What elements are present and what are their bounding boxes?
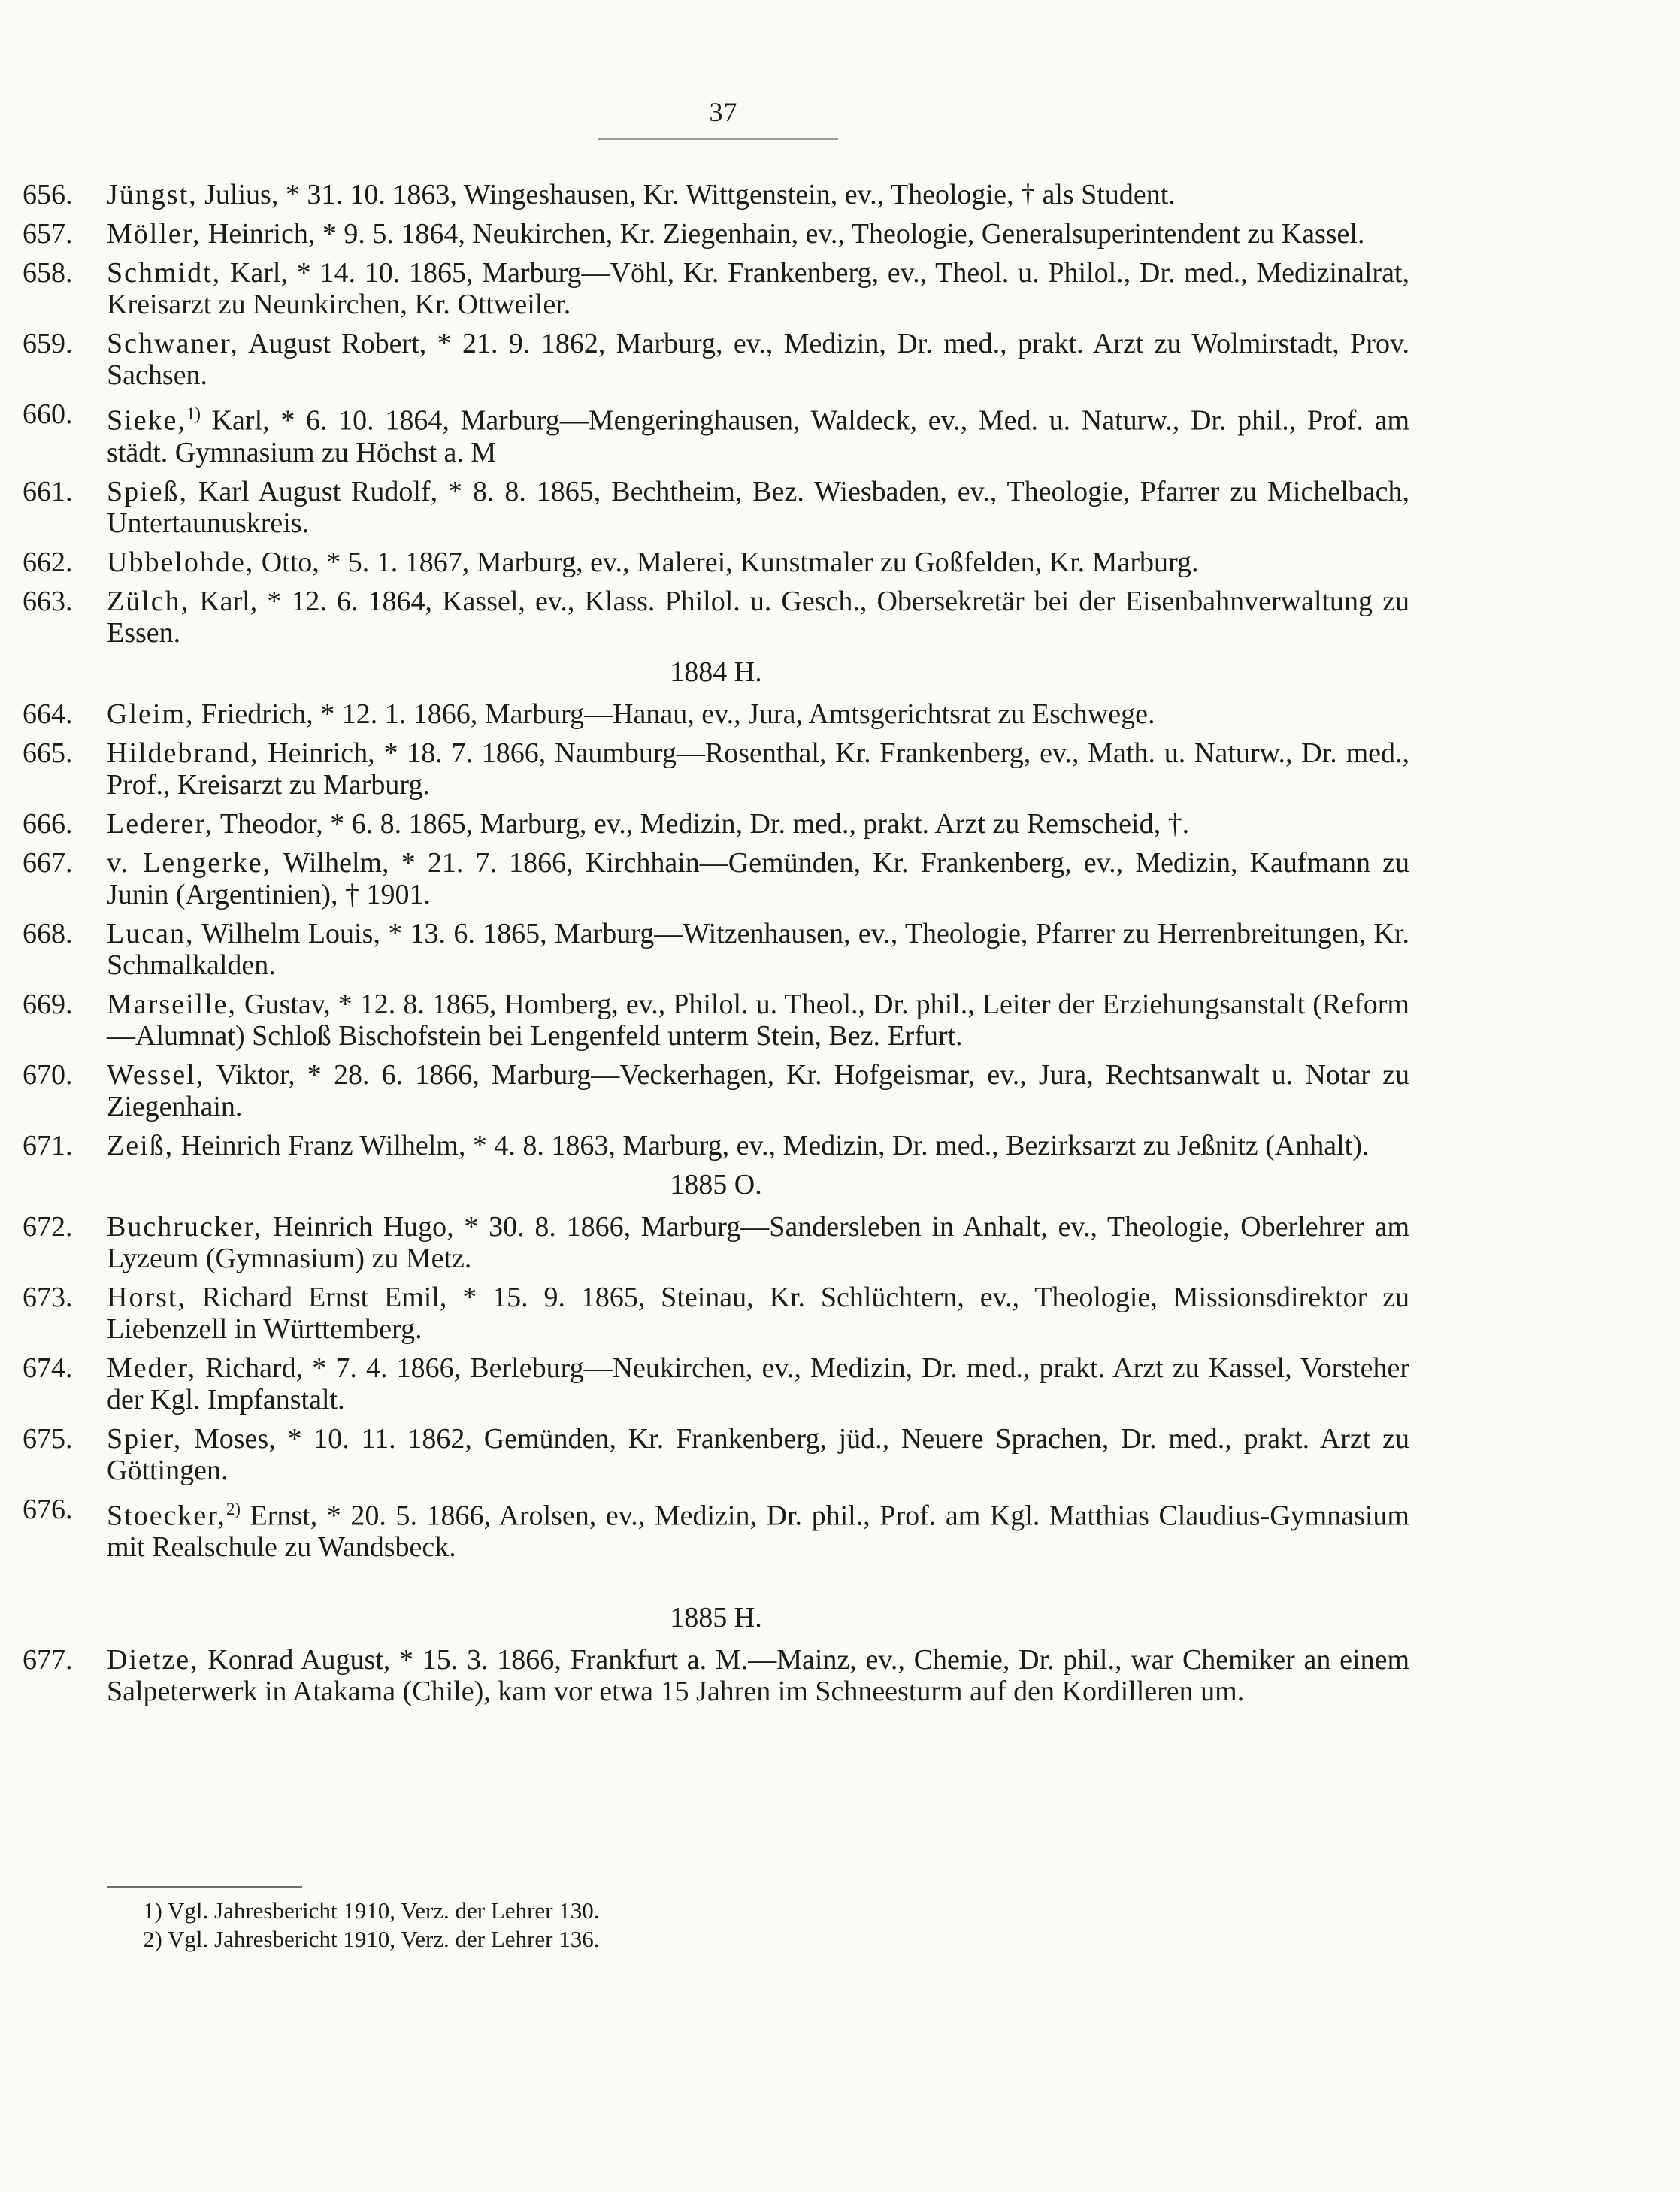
entry-number: 673. — [23, 1281, 73, 1313]
entry-number: 669. — [23, 988, 73, 1020]
entry-surname: Jüngst, — [107, 179, 198, 210]
register-entry — [23, 257, 1409, 320]
register-entry — [23, 847, 1409, 910]
register-entry — [23, 1211, 1409, 1274]
entry-surname: Spieß, — [107, 475, 189, 507]
entry-surname: Spier, — [107, 1422, 183, 1455]
entry-number: 662. — [23, 546, 73, 578]
entry-surname: Schmidt, — [107, 257, 222, 289]
footnotes — [143, 1897, 599, 1954]
register-entry — [23, 179, 1409, 210]
register-entry — [23, 586, 1409, 649]
register-entry — [23, 218, 1409, 250]
entry-surname: Dietze, — [107, 1644, 199, 1676]
entry-details: Ernst, * 20. 5. 1866, Arolsen, ev., Medizin, Dr. phil., Prof. am Kgl. Matthias Claudius-Gymnasium mit Realschule zu Wandsbeck. — [107, 1500, 1409, 1564]
entry-surname: Zülch, — [107, 585, 190, 617]
entry-surname: Meder, — [107, 1352, 197, 1384]
entry-number: 666. — [23, 807, 73, 840]
entry-number: 675. — [23, 1422, 73, 1455]
footnote-rule — [107, 1886, 302, 1888]
entry-details: Moses, * 10. 11. 1862, Gemünden, Kr. Frankenberg, jüd., Neuere Sprachen, Dr. med., prakt. Arzt zu Göttingen. — [107, 1422, 1409, 1486]
entry-details: August Robert, * 21. 9. 1862, Marburg, ev., Medizin, Dr. med., prakt. Arzt zu Wolmirstadt, Prov. Sachsen. — [107, 328, 1409, 391]
entry-surname: Horst, — [107, 1281, 186, 1313]
entry-surname: Ubbelohde, — [107, 546, 255, 578]
entry-number: 661. — [23, 475, 73, 507]
entry-details: Wilhelm, * 21. 7. 1866, Kirchhain—Gemünden, Kr. Frankenberg, ev., Medizin, Kaufmann zu Junin (Argentinien), † 1901. — [107, 846, 1410, 910]
register-entry — [23, 398, 1409, 468]
footnote: 2) Vgl. Jahresbericht 1910, Verz. der Lehrer 136. — [143, 1926, 600, 1952]
entry-surname: v. Lengerke, — [107, 846, 272, 879]
entry-details: Richard Ernst Emil, * 15. 9. 1865, Steinau, Kr. Schlüchtern, ev., Theologie, Missionsdirektor zu Liebenzell in Württemberg. — [107, 1281, 1409, 1345]
entry-surname: Schwaner, — [107, 328, 239, 359]
register-entry — [23, 1644, 1409, 1707]
register-entry — [23, 698, 1409, 730]
entry-details: Wilhelm Louis, * 13. 6. 1865, Marburg—Witzenhausen, ev., Theologie, Pfarrer zu Herrenbreitungen, Kr. Schmalkalden. — [107, 917, 1409, 981]
entry-number: 676. — [23, 1493, 73, 1525]
entry-details: Friedrich, * 12. 1. 1866, Marburg—Hanau, ev., Jura, Amtsgerichtsrat zu Eschwege. — [194, 698, 1155, 730]
entry-surname: Wessel, — [107, 1058, 205, 1091]
entry-details: Richard, * 7. 4. 1866, Berleburg—Neukirchen, ev., Medizin, Dr. med., prakt. Arzt zu Kassel, Vorsteher der Kgl. Impfanstalt. — [107, 1352, 1409, 1415]
register-entry — [23, 737, 1409, 801]
register-entry — [23, 1282, 1409, 1345]
entry-details: Karl, * 12. 6. 1864, Kassel, ev., Klass. Philol. u. Gesch., Obersekretär bei der Eisenbahnverwaltung zu Essen. — [107, 585, 1409, 649]
entry-surname: Zeiß, — [107, 1129, 174, 1161]
page-number: 37 — [709, 97, 738, 127]
register-entry — [23, 328, 1409, 391]
entry-surname: Buchrucker, — [107, 1210, 263, 1243]
entry-number: 677. — [23, 1644, 73, 1676]
semester-heading: 1885 H. — [670, 1602, 762, 1634]
entry-number: 657. — [23, 218, 73, 250]
entry-surname: Stoecker, — [107, 1500, 226, 1532]
entry-details: Heinrich Hugo, * 30. 8. 1866, Marburg—Sandersleben in Anhalt, ev., Theologie, Oberlehrer am Lyzeum (Gymnasium) zu Metz. — [107, 1210, 1409, 1274]
semester-heading: 1885 O. — [670, 1168, 762, 1200]
register-entry — [23, 546, 1409, 578]
entry-surname: Sieke, — [107, 404, 186, 437]
entry-surname: Marseille, — [107, 988, 238, 1020]
semester-heading: 1884 H. — [670, 655, 762, 688]
entry-details: Heinrich, * 9. 5. 1864, Neukirchen, Kr. Ziegenhain, ev., Theologie, Generalsuperintendent zu Kassel. — [201, 218, 1365, 250]
entry-number: 665. — [23, 737, 73, 769]
entry-details: Konrad August, * 15. 3. 1866, Frankfurt a. M.—Mainz, ev., Chemie, Dr. phil., war Chemiker an einem Salpeterwerk in Atakama (Chile), kam vor etwa 15 Jahren im Schneesturm auf den Kordilleren um. — [107, 1644, 1409, 1708]
entry-surname: Hildebrand, — [107, 737, 259, 769]
entry-details: Otto, * 5. 1. 1867, Marburg, ev., Malerei, Kunstmaler zu Goßfelden, Kr. Marburg. — [254, 546, 1199, 578]
register-entry — [23, 918, 1409, 981]
entry-details: Viktor, * 28. 6. 1866, Marburg—Veckerhagen, Kr. Hofgeismar, ev., Jura, Rechtsanwalt u. Notar zu Ziegenhain. — [107, 1058, 1409, 1122]
entry-details: Karl August Rudolf, * 8. 8. 1865, Bechtheim, Bez. Wiesbaden, ev., Theologie, Pfarrer zu Michelbach, Untertaunuskreis. — [107, 475, 1409, 539]
footnote-marker: 2) — [226, 1499, 241, 1518]
header-rule — [598, 138, 838, 140]
entry-number: 658. — [23, 257, 73, 289]
register-entry — [23, 989, 1409, 1052]
register-entry — [23, 1494, 1409, 1564]
entry-number: 659. — [23, 328, 73, 359]
register-entry — [23, 1130, 1409, 1161]
footnote: 1) Vgl. Jahresbericht 1910, Verz. der Lehrer 130. — [143, 1897, 600, 1924]
entry-number: 667. — [23, 846, 73, 879]
register-entry — [23, 1352, 1409, 1415]
entry-surname: Gleim, — [107, 698, 195, 730]
entry-number: 672. — [23, 1210, 73, 1243]
entry-details: Theodor, * 6. 8. 1865, Marburg, ev., Medizin, Dr. med., prakt. Arzt zu Remscheid, †. — [213, 807, 1190, 840]
entry-details: Julius, * 31. 10. 1863, Wingeshausen, Kr. Wittgenstein, ev., Theologie, † als Student. — [197, 179, 1176, 210]
entry-number: 670. — [23, 1058, 73, 1091]
entry-number: 664. — [23, 698, 73, 730]
entry-number: 656. — [23, 179, 73, 210]
entry-surname: Lucan, — [107, 917, 195, 949]
register-entry — [23, 808, 1409, 840]
entry-details: Karl, * 14. 10. 1865, Marburg—Vöhl, Kr. Frankenberg, ev., Theol. u. Philol., Dr. med., Medizinalrat, Kreisarzt zu Neunkirchen, Kr. Ottweiler. — [107, 257, 1409, 320]
entry-number: 663. — [23, 585, 73, 617]
entry-surname: Lederer, — [107, 807, 214, 840]
entry-number: 674. — [23, 1352, 73, 1384]
entry-number: 671. — [23, 1129, 73, 1161]
entry-details: Heinrich Franz Wilhelm, * 4. 8. 1863, Marburg, ev., Medizin, Dr. med., Bezirksarzt zu Jeßnitz (Anhalt). — [174, 1129, 1370, 1161]
entry-number: 660. — [23, 398, 73, 430]
entry-details: Gustav, * 12. 8. 1865, Homberg, ev., Philol. u. Theol., Dr. phil., Leiter der Erziehungsanstalt (Reform—Alumnat) Schloß Bischofstein bei Lengenfeld unterm Stein, Bez. Erfurt. — [107, 988, 1409, 1052]
footnote-marker: 1) — [186, 404, 201, 423]
entry-details: Karl, * 6. 10. 1864, Marburg—Mengeringhausen, Waldeck, ev., Med. u. Naturw., Dr. phil., Prof. am städt. Gymnasium zu Höchst a. M — [107, 404, 1409, 468]
register-body — [23, 179, 1409, 1715]
register-entry — [23, 1059, 1409, 1122]
entry-surname: Möller, — [107, 218, 201, 250]
entry-number: 668. — [23, 917, 73, 949]
entry-details: Heinrich, * 18. 7. 1866, Naumburg—Rosenthal, Kr. Frankenberg, ev., Math. u. Naturw., Dr. med., Prof., Kreisarzt zu Marburg. — [107, 737, 1409, 801]
register-entry — [23, 476, 1409, 539]
register-entry — [23, 1423, 1409, 1486]
